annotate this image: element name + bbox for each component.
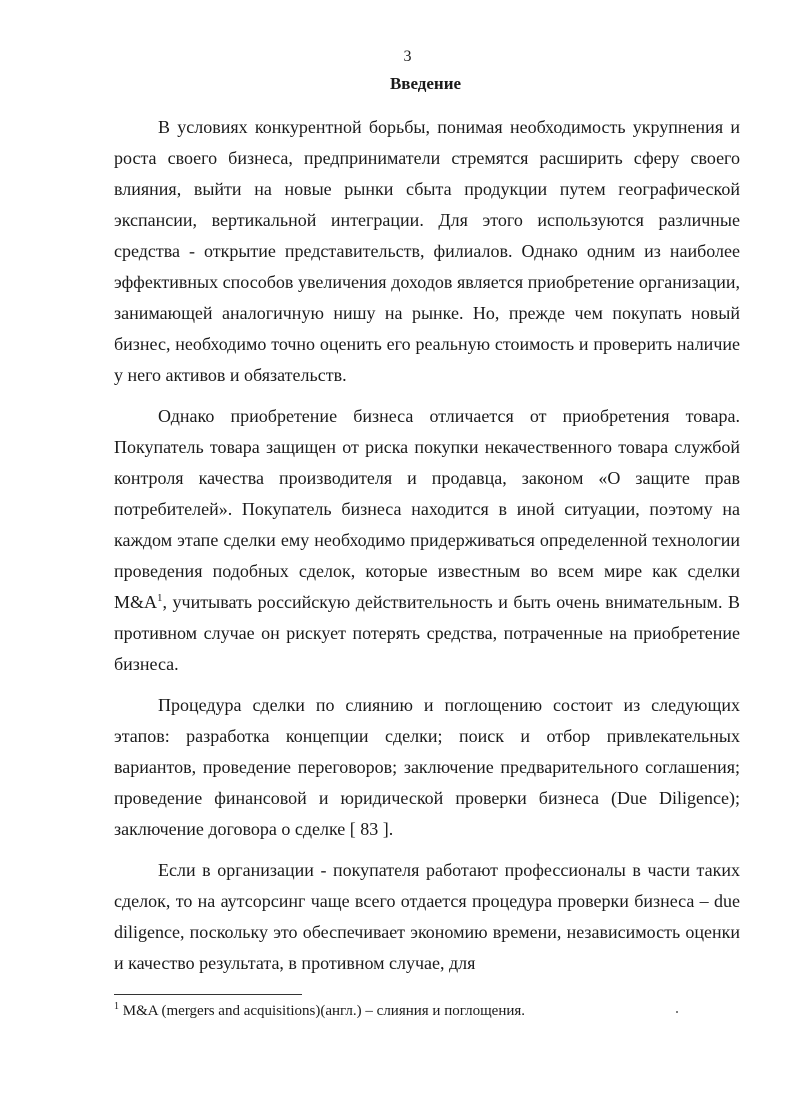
- body-text: [114, 112, 740, 979]
- footnote-text: M&A (mergers and acquisitions)(англ.) – слияния и поглощения.: [119, 1003, 526, 1019]
- paragraph-2: [114, 401, 740, 680]
- paragraph-1: В условиях конкурентной борьбы, понимая необходимость укрупнения и роста своего бизнеса, предприниматели стремятся расширить сферу своего влияния, выйти на новые рынки сбыта продукции путем географической экспансии, вертикальной интеграции. Для этого используются различные средства - открытие представительств, филиалов. Однако одним из наиболее эффективных способов увеличения доходов является приобретение организации, занимающей аналогичную нишу на рынке. Но, прежде чем покупать новый бизнес, необходимо точно оценить его реальную стоимость и проверить наличие у него активов и обязательств.: [114, 117, 740, 385]
- page-title: Введение: [389, 74, 462, 93]
- footnote-mark: 1: [114, 1001, 119, 1012]
- paragraph-4: Если в организации - покупателя работают профессионалы в части таких сделок, то на аутсорсинг чаще всего отдается процедура проверки бизнеса – due diligence, поскольку это обеспечивает экономию времени, независимость оценки и качество результата, в противном случае, для: [114, 860, 740, 973]
- footnote: [114, 1002, 740, 1020]
- scan-speck: [676, 1011, 678, 1013]
- paragraph-3: Процедура сделки по слиянию и поглощению состоит из следующих этапов: разработка концепции сделки; поиск и отбор привлекательных вариантов, проведение переговоров; заключение предварительного соглашения; проведение финансовой и юридической проверки бизнеса (Due Diligence); заключение договора о сделке [ 83 ].: [114, 695, 740, 839]
- paragraph-2-part-2: , учитывать российскую действительность и быть очень внимательным. В противном случае он рискует потерять средства, потраченные на приобретение бизнеса.: [114, 592, 740, 674]
- page-number: 3: [403, 48, 412, 65]
- footnote-rule: [114, 994, 302, 995]
- paragraph-2-part-1: Однако приобретение бизнеса отличается от приобретения товара. Покупатель товара защищен от риска покупки некачественного товара службой контроля качества производителя и продавца, законом «О защите прав потребителей». Покупатель бизнеса находится в иной ситуации, поэтому на каждом этапе сделки ему необходимо придерживаться определенной технологии проведения подобных сделок, которые известным во всем мире как сделки M&A: [114, 406, 740, 612]
- footnote-reference: 1: [157, 592, 163, 604]
